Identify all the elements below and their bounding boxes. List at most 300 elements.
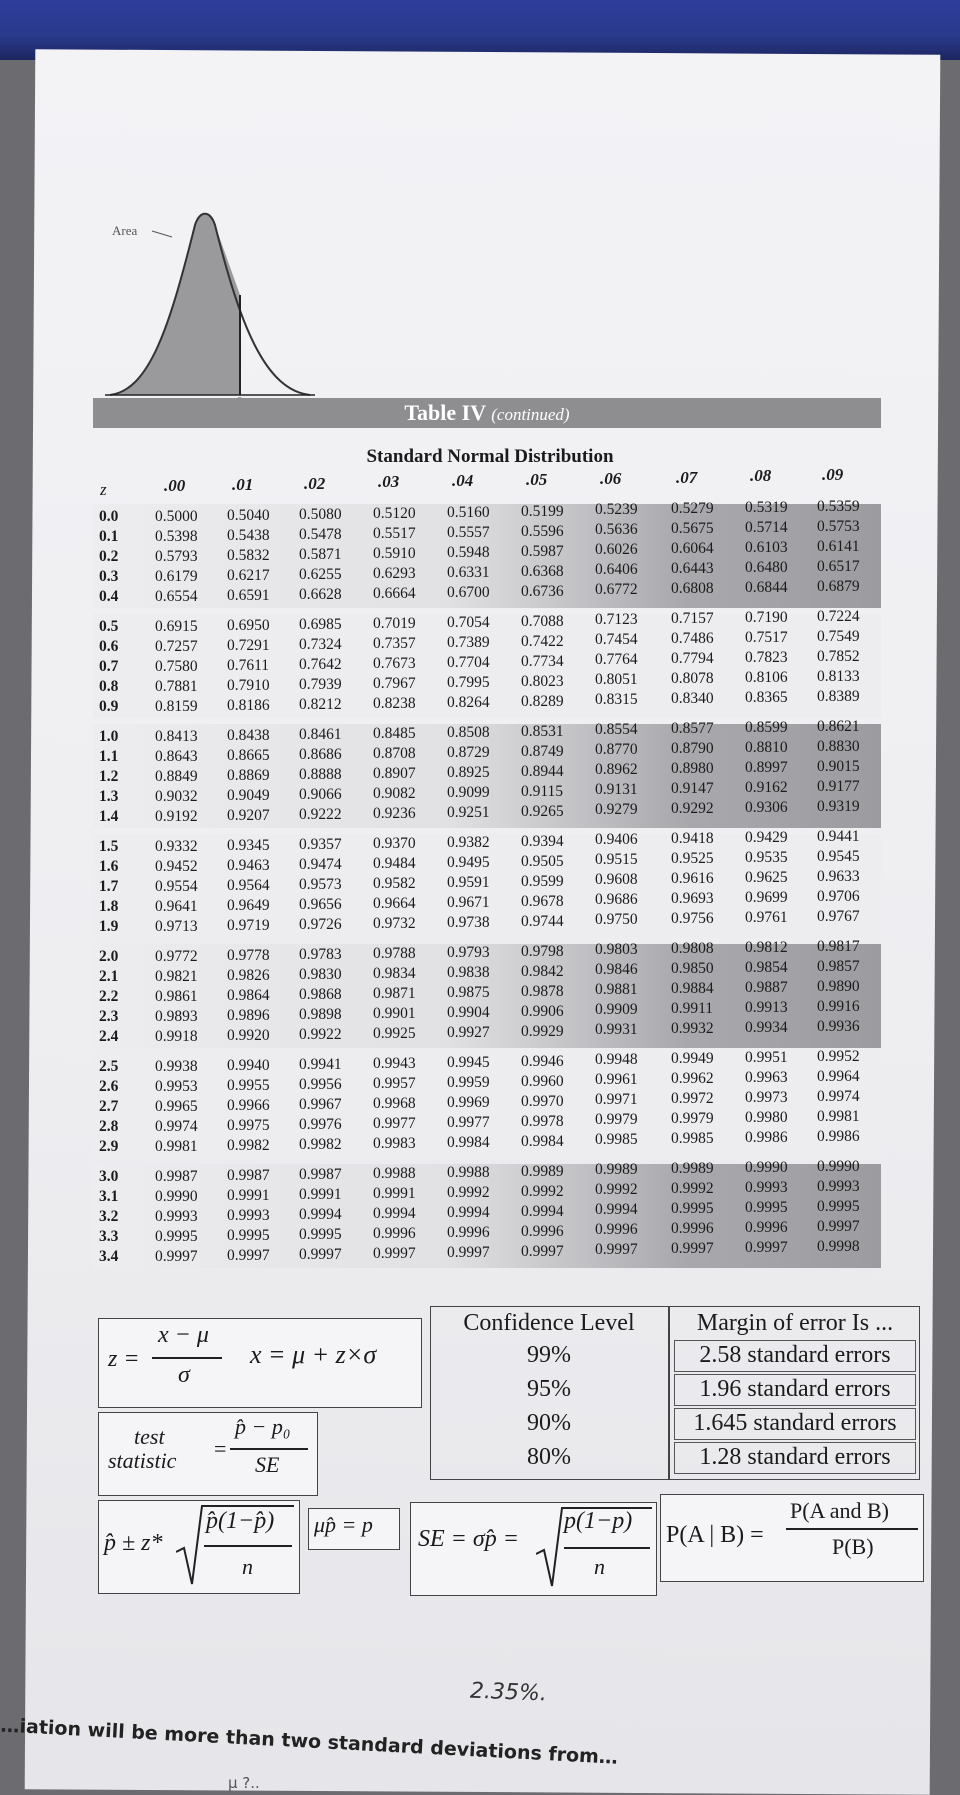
ci-lhs: p̂ ± z* [104, 1530, 163, 1556]
mean-p: μp̂ = p [314, 1512, 373, 1537]
z-value: 1.1 [99, 748, 119, 765]
table-cell: 0.8413 [155, 728, 198, 745]
z-frac-bar [152, 1357, 222, 1359]
table-cell: 0.9678 [521, 892, 564, 910]
table-cell: 0.7190 [745, 609, 788, 627]
table-cell: 0.7422 [521, 632, 564, 650]
table-cell: 0.9971 [595, 1091, 638, 1109]
z-column-header: z [100, 480, 107, 499]
table-cell: 0.9418 [671, 830, 714, 848]
table-cell: 0.9599 [521, 872, 564, 890]
table-cell: 0.9890 [817, 978, 860, 996]
table-cell: 0.9995 [817, 1198, 860, 1216]
test-label-1: test [134, 1424, 165, 1449]
z-value: 0.0 [99, 508, 119, 525]
table-cell: 0.6141 [817, 538, 860, 556]
table-cell: 0.9957 [373, 1074, 416, 1092]
table-cell: 0.9162 [745, 779, 788, 797]
z-value: 3.2 [99, 1208, 119, 1225]
table-cell: 0.9846 [595, 961, 638, 979]
table-cell: 0.9951 [745, 1049, 788, 1067]
z-lhs: z = [108, 1346, 140, 1372]
table-cell: 0.9279 [595, 801, 638, 819]
table-cell: 0.9997 [299, 1245, 342, 1263]
ct-row [430, 1342, 920, 1374]
table-cell: 0.9916 [817, 998, 860, 1016]
table-cell: 0.9875 [447, 983, 490, 1001]
table-cell: 0.5753 [817, 518, 860, 536]
table-cell: 0.9671 [447, 893, 490, 911]
table-cell: 0.8749 [521, 742, 564, 760]
table-cell: 0.9953 [155, 1078, 198, 1095]
table-cell: 0.9750 [595, 911, 638, 929]
table-cell: 0.9995 [299, 1225, 342, 1243]
cond-frac-bar [786, 1528, 918, 1530]
footer-text: …iation will be more than two standard deviations from… [0, 1714, 619, 1769]
table-cell: 0.9463 [227, 856, 270, 874]
table-cell: 0.7673 [373, 654, 416, 672]
table-cell: 0.6808 [671, 580, 714, 598]
table-cell: 0.9941 [299, 1055, 342, 1073]
table-cell: 0.5398 [155, 528, 198, 545]
ct-level: 99% [527, 1342, 571, 1368]
table-cell: 0.9948 [595, 1051, 638, 1069]
table-cell: 0.9922 [299, 1025, 342, 1043]
table-cell: 0.6915 [155, 618, 198, 635]
table-cell: 0.9868 [299, 985, 342, 1003]
ct-level: 95% [527, 1376, 571, 1402]
table-cell: 0.5239 [595, 501, 638, 519]
table-cell: 0.9893 [155, 1008, 198, 1025]
table-cell: 0.7019 [373, 614, 416, 632]
test-frac-bar [230, 1448, 308, 1450]
table-cell: 0.8365 [745, 689, 788, 707]
table-cell: 0.9901 [373, 1004, 416, 1022]
table-cell: 0.5948 [447, 543, 490, 561]
table-cell: 0.9515 [595, 851, 638, 869]
table-cell: 0.9998 [817, 1238, 860, 1256]
column-header: .03 [378, 472, 400, 492]
table-cell: 0.9997 [155, 1248, 198, 1265]
column-header: .05 [526, 470, 548, 489]
table-cell: 0.9719 [227, 916, 270, 934]
table-cell: 0.6591 [227, 586, 270, 604]
z-value: 1.0 [99, 728, 119, 745]
table-cell: 0.6950 [227, 616, 270, 634]
se-den: n [594, 1554, 605, 1579]
table-cell: 0.9994 [521, 1202, 564, 1220]
table-cell: 0.9582 [373, 874, 416, 892]
table-cell: 0.9625 [745, 869, 788, 887]
table-cell: 0.5279 [671, 500, 714, 518]
table-cell: 0.9929 [521, 1022, 564, 1040]
table-cell: 0.6064 [671, 540, 714, 558]
table-cell: 0.9992 [671, 1180, 714, 1198]
table-cell: 0.9968 [373, 1094, 416, 1112]
table-cell: 0.9974 [155, 1118, 198, 1135]
table-cell: 0.7389 [447, 633, 490, 651]
table-cell: 0.9616 [671, 870, 714, 888]
table-cell: 0.8962 [595, 761, 638, 779]
table-cell: 0.9608 [595, 871, 638, 889]
table-cell: 0.9995 [671, 1200, 714, 1218]
table-cell: 0.7088 [521, 612, 564, 630]
table-cell: 0.8531 [521, 722, 564, 740]
table-cell: 0.9987 [227, 1166, 270, 1184]
ct-header-row [430, 1310, 920, 1342]
table-cell: 0.9963 [745, 1069, 788, 1087]
z-value: 2.0 [99, 948, 119, 965]
table-cell: 0.9913 [745, 999, 788, 1017]
se-num: p(1−p) [564, 1508, 633, 1534]
table-cell: 0.9984 [447, 1133, 490, 1151]
table-cell: 0.9997 [817, 1218, 860, 1236]
table-cell: 0.9982 [227, 1136, 270, 1154]
table-cell: 0.6368 [521, 562, 564, 580]
table-cell: 0.9966 [227, 1096, 270, 1114]
table-cell: 0.7852 [817, 648, 860, 666]
table-cell: 0.9783 [299, 945, 342, 963]
table-cell: 0.8508 [447, 723, 490, 741]
table-cell: 0.9452 [155, 858, 198, 875]
table-cell: 0.9222 [299, 805, 342, 823]
table-cell: 0.9961 [595, 1071, 638, 1089]
table-cell: 0.8289 [521, 692, 564, 710]
table-cell: 0.9978 [521, 1112, 564, 1130]
table-cell: 0.9936 [817, 1018, 860, 1036]
table-cell: 0.9925 [373, 1024, 416, 1042]
table-cell: 0.9996 [447, 1223, 490, 1241]
table-cell: 0.9987 [299, 1165, 342, 1183]
table-cell: 0.9997 [227, 1246, 270, 1264]
table-cell: 0.9962 [671, 1070, 714, 1088]
table-cell: 0.7357 [373, 634, 416, 652]
table-cell: 0.9803 [595, 941, 638, 959]
table-cell: 0.6844 [745, 579, 788, 597]
table-cell: 0.9938 [155, 1058, 198, 1075]
table-cell: 0.7939 [299, 675, 342, 693]
ct-row [430, 1410, 920, 1442]
table-cell: 0.9993 [227, 1206, 270, 1224]
table-cell: 0.9975 [227, 1116, 270, 1134]
table-cell: 0.5478 [299, 525, 342, 543]
table-cell: 0.7324 [299, 635, 342, 653]
table-cell: 0.7611 [227, 656, 270, 674]
z-value: 1.4 [99, 808, 119, 825]
table-cell: 0.9664 [373, 894, 416, 912]
table-cell: 0.9985 [595, 1131, 638, 1149]
table-cell: 0.9896 [227, 1006, 270, 1024]
table-cell: 0.9996 [671, 1220, 714, 1238]
table-cell: 0.9949 [671, 1050, 714, 1068]
table-cell: 0.9992 [447, 1183, 490, 1201]
table-cell: 0.9989 [595, 1161, 638, 1179]
table-cell: 0.9881 [595, 981, 638, 999]
z-value: 0.6 [99, 638, 119, 655]
table-cell: 0.9993 [155, 1208, 198, 1225]
z-value: 2.1 [99, 968, 119, 985]
table-cell: 0.6879 [817, 578, 860, 596]
table-cell: 0.8665 [227, 746, 270, 764]
table-cell: 0.9995 [745, 1199, 788, 1217]
table-cell: 0.9808 [671, 940, 714, 958]
table-cell: 0.9793 [447, 943, 490, 961]
table-cell: 0.9959 [447, 1073, 490, 1091]
table-cell: 0.9946 [521, 1052, 564, 1070]
z-value: 3.0 [99, 1168, 119, 1185]
table-cell: 0.5319 [745, 499, 788, 517]
table-cell: 0.9484 [373, 854, 416, 872]
table-cell: 0.8849 [155, 768, 198, 785]
table-cell: 0.9979 [595, 1111, 638, 1129]
table-cell: 0.9788 [373, 944, 416, 962]
table-cell: 0.8980 [671, 760, 714, 778]
table-cell: 0.9370 [373, 834, 416, 852]
z-value: 2.3 [99, 1008, 119, 1025]
table-cell: 0.9884 [671, 980, 714, 998]
table-cell: 0.9441 [817, 828, 860, 846]
table-cell: 0.9969 [447, 1093, 490, 1111]
table-cell: 0.9994 [595, 1201, 638, 1219]
table-cell: 0.5199 [521, 502, 564, 520]
table-cell: 0.9738 [447, 913, 490, 931]
table-cell: 0.9997 [671, 1240, 714, 1258]
table-cell: 0.5714 [745, 519, 788, 537]
z-value: 3.3 [99, 1228, 119, 1245]
z-value: 2.2 [99, 988, 119, 1005]
table-cell: 0.8621 [817, 718, 860, 736]
table-cell: 0.6179 [155, 568, 198, 585]
table-cell: 0.6736 [521, 582, 564, 600]
z-value: 0.1 [99, 528, 119, 545]
table-cell: 0.8810 [745, 739, 788, 757]
table-cell: 0.8770 [595, 741, 638, 759]
table-cell: 0.7734 [521, 652, 564, 670]
z-value: 0.4 [99, 588, 119, 605]
table-cell: 0.9943 [373, 1054, 416, 1072]
table-cell: 0.7054 [447, 613, 490, 631]
table-cell: 0.9834 [373, 964, 416, 982]
table-cell: 0.9306 [745, 799, 788, 817]
table-cell: 0.9955 [227, 1076, 270, 1094]
table-cell: 0.8925 [447, 763, 490, 781]
table-cell: 0.5557 [447, 523, 490, 541]
table-cell: 0.6443 [671, 560, 714, 578]
table-cell: 0.6628 [299, 585, 342, 603]
z-value: 1.2 [99, 768, 119, 785]
table-cell: 0.9911 [671, 1000, 714, 1018]
table-cell: 0.7823 [745, 649, 788, 667]
table-cell: 0.9993 [745, 1179, 788, 1197]
test-den: SE [255, 1452, 280, 1477]
table-cell: 0.7881 [155, 678, 198, 695]
z-value: 0.8 [99, 678, 119, 695]
table-cell: 0.9693 [671, 890, 714, 908]
table-cell: 0.6985 [299, 615, 342, 633]
table-cell: 0.8106 [745, 669, 788, 687]
table-cell: 0.6517 [817, 558, 860, 576]
table-cell: 0.9965 [155, 1098, 198, 1115]
table-cell: 0.8729 [447, 743, 490, 761]
table-cell: 0.9207 [227, 806, 270, 824]
table-cell: 0.9990 [155, 1188, 198, 1205]
z-value: 2.7 [99, 1098, 119, 1115]
table-cell: 0.9990 [745, 1159, 788, 1177]
table-cell: 0.9649 [227, 896, 270, 914]
table-cell: 0.8315 [595, 691, 638, 709]
table-cell: 0.8888 [299, 765, 342, 783]
table-cell: 0.5636 [595, 521, 638, 539]
ct-margin: 1.96 standard errors [699, 1376, 891, 1402]
table-cell: 0.9826 [227, 966, 270, 984]
table-cell: 0.9887 [745, 979, 788, 997]
table-cell: 0.6331 [447, 563, 490, 581]
table-cell: 0.9854 [745, 959, 788, 977]
table-cell: 0.9974 [817, 1088, 860, 1106]
table-cell: 0.9996 [521, 1222, 564, 1240]
table-cell: 0.9981 [155, 1138, 198, 1155]
z-value: 1.6 [99, 858, 119, 875]
column-header: .08 [750, 466, 772, 486]
table-cell: 0.9699 [745, 889, 788, 907]
table-cell: 0.8133 [817, 668, 860, 686]
table-cell: 0.9997 [595, 1241, 638, 1259]
table-cell: 0.9981 [817, 1108, 860, 1126]
table-cell: 0.8212 [299, 695, 342, 713]
table-cell: 0.9857 [817, 958, 860, 976]
table-cell: 0.9986 [817, 1128, 860, 1146]
table-cell: 0.9984 [521, 1132, 564, 1150]
table-cell: 0.9991 [373, 1184, 416, 1202]
table-cell: 0.9332 [155, 838, 198, 855]
table-cell: 0.9821 [155, 968, 198, 985]
table-cell: 0.5793 [155, 548, 198, 565]
table-cell: 0.9319 [817, 798, 860, 816]
z-value: 0.5 [99, 618, 119, 635]
table-cell: 0.9591 [447, 873, 490, 891]
table-cell: 0.7486 [671, 630, 714, 648]
column-header: .04 [452, 471, 474, 491]
table-cell: 0.9406 [595, 831, 638, 849]
cond-lhs: P(A | B) = [666, 1522, 764, 1548]
column-header: .01 [232, 474, 254, 494]
table-cell: 0.9706 [817, 888, 860, 906]
table-cell: 0.9686 [595, 891, 638, 909]
table-cell: 0.6772 [595, 581, 638, 599]
table-cell: 0.9989 [521, 1162, 564, 1180]
z-value: 2.9 [99, 1138, 119, 1155]
column-header: .09 [822, 465, 844, 485]
ct-margin: 1.645 standard errors [693, 1410, 897, 1436]
table-cell: 0.9931 [595, 1021, 638, 1039]
table-cell: 0.9838 [447, 963, 490, 981]
table-cell: 0.9990 [817, 1158, 860, 1176]
table-cell: 0.9535 [745, 849, 788, 867]
table-cell: 0.6700 [447, 583, 490, 601]
z-num: x − μ [158, 1322, 209, 1348]
z-value: 1.9 [99, 918, 119, 935]
table-cell: 0.8264 [447, 693, 490, 711]
ct-margin: 2.58 standard errors [699, 1342, 891, 1368]
table-cell: 0.7910 [227, 676, 270, 694]
table-cell: 0.9066 [299, 785, 342, 803]
table-cell: 0.9996 [745, 1219, 788, 1237]
table-cell: 0.9967 [299, 1095, 342, 1113]
table-cell: 0.9945 [447, 1053, 490, 1071]
table-cell: 0.9927 [447, 1023, 490, 1041]
table-cell: 0.8051 [595, 671, 638, 689]
table-cell: 0.8023 [521, 672, 564, 690]
ct-row [430, 1376, 920, 1408]
table-cell: 0.9995 [155, 1228, 198, 1245]
table-cell: 0.9988 [373, 1164, 416, 1182]
table-cell: 0.5120 [373, 504, 416, 522]
table-cell: 0.9429 [745, 829, 788, 847]
table-cell: 0.9772 [155, 948, 198, 965]
column-header: .06 [600, 468, 622, 488]
ct-row [430, 1444, 920, 1476]
table-cell: 0.7794 [671, 650, 714, 668]
table-cell: 0.9904 [447, 1003, 490, 1021]
table-cell: 0.9977 [373, 1114, 416, 1132]
z-value: 0.7 [99, 658, 119, 675]
table-cell: 0.5517 [373, 524, 416, 542]
z-value: 3.4 [99, 1248, 119, 1265]
table-cell: 0.9082 [373, 784, 416, 802]
z-value: 0.3 [99, 568, 119, 585]
z-value: 2.5 [99, 1058, 119, 1075]
table-cell: 0.9994 [447, 1203, 490, 1221]
table-cell: 0.9713 [155, 918, 198, 935]
table-cell: 0.5596 [521, 522, 564, 540]
table-cell: 0.7224 [817, 608, 860, 626]
table-cell: 0.9554 [155, 878, 198, 895]
x-from-z: x = μ + z×σ [250, 1340, 377, 1369]
table-cell: 0.9972 [671, 1090, 714, 1108]
table-cell: 0.9997 [373, 1244, 416, 1262]
ct-margin-cell [674, 1374, 916, 1406]
z-value: 2.6 [99, 1078, 119, 1095]
table-cell: 0.9357 [299, 835, 342, 853]
table-cell: 0.9474 [299, 855, 342, 873]
table-cell: 0.8599 [745, 719, 788, 737]
table-cell: 0.6217 [227, 566, 270, 584]
ct-margin: 1.28 standard errors [699, 1444, 891, 1470]
ct-margin-cell [674, 1442, 916, 1474]
table-cell: 0.9976 [299, 1115, 342, 1133]
z-value: 0.2 [99, 548, 119, 565]
table-cell: 0.8554 [595, 721, 638, 739]
table-cell: 0.7517 [745, 629, 788, 647]
z-den: σ [178, 1362, 190, 1388]
table-cell: 0.9192 [155, 808, 198, 825]
area-label: Area [112, 223, 138, 238]
table-cell: 0.8078 [671, 670, 714, 688]
se-lhs: SE = σp̂ = [418, 1526, 519, 1552]
table-cell: 0.8340 [671, 690, 714, 708]
table-cell: 0.5832 [227, 546, 270, 564]
table-cell: 0.9761 [745, 909, 788, 927]
table-cell: 0.5910 [373, 544, 416, 562]
table-cell: 0.8485 [373, 724, 416, 742]
table-cell: 0.9871 [373, 984, 416, 1002]
table-cell: 0.9798 [521, 942, 564, 960]
table-title-note: (continued) [491, 405, 570, 424]
table-cell: 0.6406 [595, 561, 638, 579]
table-cell: 0.9778 [227, 946, 270, 964]
table-cell: 0.7642 [299, 655, 342, 673]
table-cell: 0.7995 [447, 673, 490, 691]
